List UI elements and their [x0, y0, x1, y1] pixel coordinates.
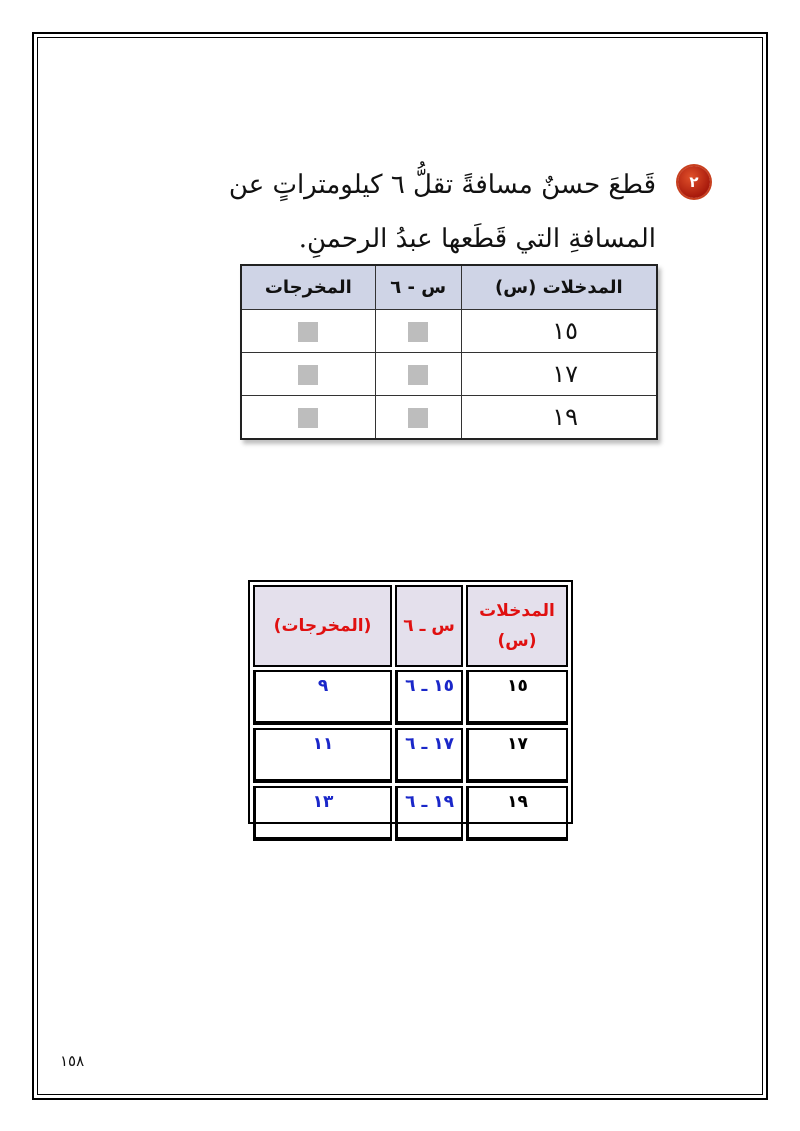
- problem-number-badge: ٢: [678, 166, 710, 198]
- input-cell: ١٧: [461, 353, 657, 396]
- answer-header-inputs-line2: (س): [497, 631, 537, 651]
- answer-output-cell: ١١: [253, 728, 392, 783]
- blank-box-icon: [298, 322, 318, 342]
- table-row: [253, 670, 568, 725]
- table-row: [253, 786, 568, 841]
- answer-input-cell: ١٩: [466, 786, 568, 841]
- input-cell: ١٥: [461, 310, 657, 353]
- input-cell: ١٩: [461, 396, 657, 440]
- blank-cell: [375, 396, 461, 440]
- blank-box-icon: [298, 365, 318, 385]
- answer-header-expression: س ـ ٦: [395, 585, 463, 667]
- answer-table: [248, 580, 573, 824]
- answer-expression-cell: ١٩ ـ ٦: [395, 786, 463, 841]
- header-outputs: المخرجات: [241, 265, 375, 310]
- textbook-table: [240, 264, 658, 440]
- answer-output-cell: ٩: [253, 670, 392, 725]
- blank-cell: [375, 353, 461, 396]
- table-row: [241, 353, 657, 396]
- answer-input-cell: ١٥: [466, 670, 568, 725]
- blank-box-icon: [408, 322, 428, 342]
- problem-statement: قَطعَ حسنٌ مسافةً تقلُّ ٦ كيلومتراتٍ عن المسافةِ التي قَطَعها عبدُ الرحمنِ.: [228, 170, 656, 254]
- answer-header-inputs-line1: المدخلات: [479, 601, 555, 621]
- blank-box-icon: [408, 408, 428, 428]
- header-inputs: المدخلات (س): [461, 265, 657, 310]
- answer-header-inputs: [466, 585, 568, 667]
- blank-cell: [375, 310, 461, 353]
- table-row: [241, 396, 657, 440]
- page-number: ١٥٨: [60, 1052, 85, 1070]
- table-row: [241, 310, 657, 353]
- answer-header-outputs: (المخرجات): [253, 585, 392, 667]
- header-expression: س - ٦: [375, 265, 461, 310]
- answer-expression-cell: ١٧ ـ ٦: [395, 728, 463, 783]
- blank-cell: [241, 396, 375, 440]
- blank-cell: [241, 353, 375, 396]
- answer-output-cell: ١٣: [253, 786, 392, 841]
- answer-input-cell: ١٧: [466, 728, 568, 783]
- answer-expression-cell: ١٥ ـ ٦: [395, 670, 463, 725]
- blank-box-icon: [298, 408, 318, 428]
- blank-cell: [241, 310, 375, 353]
- table-row: [253, 728, 568, 783]
- blank-box-icon: [408, 365, 428, 385]
